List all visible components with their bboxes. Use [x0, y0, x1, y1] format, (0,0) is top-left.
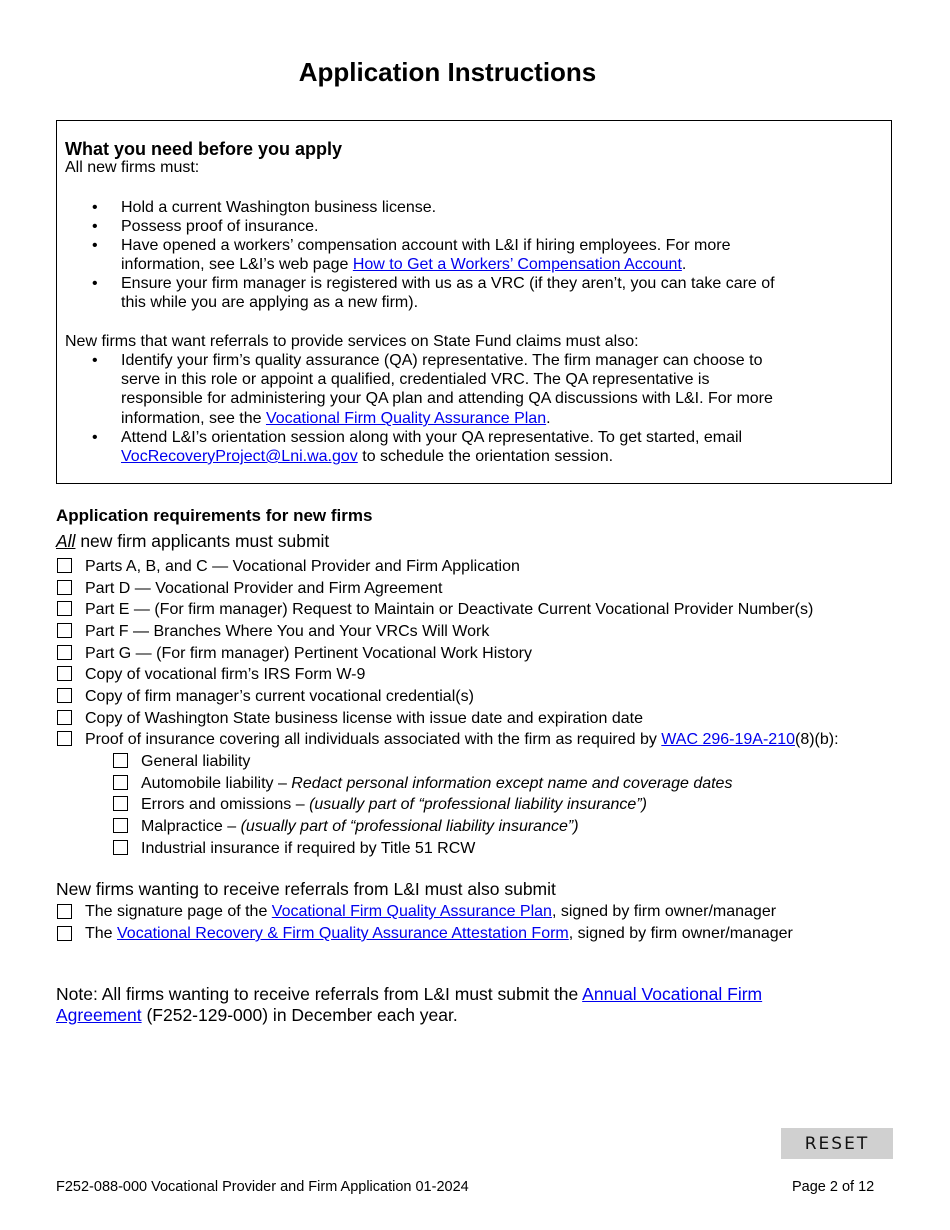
reset-button[interactable]: RESET [781, 1128, 893, 1159]
bullet-text: to schedule the orientation session. [357, 448, 614, 465]
bullet-icon: • [92, 429, 98, 446]
sub-item-line [141, 774, 732, 793]
bullet-text: Ensure your firm manager is registered with us as a VRC (if they aren’t, you can take care of [121, 275, 775, 292]
bullet-text: responsible for administering your QA plan and attending QA discussions with L&I. For more [121, 390, 773, 407]
box-intro: All new firms must: [65, 159, 200, 176]
bullet-text: . [681, 256, 687, 273]
sub-item-line [141, 795, 647, 814]
referral-item: The signature page of the [85, 903, 272, 920]
bullet-text: Possess proof of insurance. [121, 218, 319, 235]
requirement-item: Copy of vocational firm’s IRS Form W-9 [85, 666, 366, 683]
checkbox-business-license[interactable] [57, 710, 72, 725]
bullet-text: Attend L&I’s orientation session along with your QA representative. To get started, email [121, 429, 743, 446]
checkbox-malpractice[interactable] [113, 818, 128, 833]
sub-item: General liability [141, 753, 251, 770]
referral-item-line [85, 924, 793, 943]
checkbox-irs-w9[interactable] [57, 666, 72, 681]
checkbox-part-e[interactable] [57, 601, 72, 616]
bullet-text-line [121, 447, 613, 466]
bullet-icon: • [92, 199, 98, 216]
bullet-text-line [121, 255, 686, 274]
qa-plan-link-2[interactable]: Vocational Firm Quality Assurance Plan [271, 903, 552, 920]
requirements-subheading [56, 531, 329, 552]
checkbox-attestation-form[interactable] [57, 926, 72, 941]
workers-comp-account-link[interactable]: How to Get a Workers’ Compensation Account [352, 256, 682, 273]
sub-item-note: (usually part of “professional liability insurance”) [240, 818, 579, 835]
sub-item: Industrial insurance if required by Title 51 RCW [141, 840, 476, 857]
bullet-text: this while you are applying as a new firm). [121, 294, 419, 311]
requirement-item: Part E — (For firm manager) Request to Maintain or Deactivate Current Vocational Provider Number(s) [85, 601, 814, 618]
wac-link[interactable]: WAC 296-19A-210 [661, 731, 795, 748]
checkbox-part-g[interactable] [57, 645, 72, 660]
sub-item-note: Redact personal information except name and coverage dates [291, 775, 733, 792]
note-line-1 [56, 984, 762, 1005]
sub-item: Malpractice – [141, 818, 241, 835]
referral-item: , signed by firm owner/manager [551, 903, 777, 920]
bullet-icon: • [92, 218, 98, 235]
checkbox-qa-signature-page[interactable] [57, 904, 72, 919]
requirement-item: Part F — Branches Where You and Your VRCs Will Work [85, 623, 490, 640]
referral-item: The [85, 925, 118, 942]
note-line-2 [56, 1005, 458, 1026]
bullet-text: . [546, 410, 551, 427]
bullet-text-line [121, 409, 551, 428]
note-text: Note: All firms wanting to receive referrals from L&I must submit the [56, 984, 583, 1004]
footer-page-number: Page 2 of 12 [792, 1179, 875, 1195]
bullet-text: information, see L&I’s web page [121, 256, 353, 273]
box-heading: What you need before you apply [65, 139, 343, 159]
requirement-item-line [85, 730, 839, 749]
checkbox-credentials[interactable] [57, 688, 72, 703]
sub-item: Errors and omissions – [141, 796, 310, 813]
annual-agreement-link-cont[interactable]: Agreement [56, 1005, 142, 1025]
requirement-item: Part G — (For firm manager) Pertinent Vocational Work History [85, 645, 532, 662]
subheading-text: new firm applicants must submit [75, 531, 330, 551]
checkbox-general-liability[interactable] [113, 753, 128, 768]
sub-item-note: (usually part of “professional liability insurance”) [309, 796, 647, 813]
sub-item: Automobile liability – [141, 775, 292, 792]
page-title: Application Instructions [298, 57, 597, 87]
checkbox-part-d[interactable] [57, 580, 72, 595]
referral-item: , signed by firm owner/manager [568, 925, 793, 942]
voc-recovery-email-link[interactable]: VocRecoveryProject@Lni.wa.gov [121, 448, 358, 465]
checkbox-errors-omissions[interactable] [113, 796, 128, 811]
requirement-item: Copy of firm manager’s current vocational credential(s) [85, 688, 474, 705]
checkbox-parts-abc[interactable] [57, 558, 72, 573]
all-word: All [56, 531, 76, 551]
bullet-icon: • [92, 275, 98, 292]
requirement-item: Part D — Vocational Provider and Firm Agreement [85, 580, 443, 597]
bullet-text: serve in this role or appoint a qualified, credentialed VRC. The QA representative is [121, 371, 710, 388]
annual-agreement-link[interactable]: Annual Vocational Firm [582, 984, 763, 1004]
footer-form-id: F252-088-000 Vocational Provider and Firm Application 01-2024 [56, 1179, 469, 1195]
requirement-item: Copy of Washington State business license with issue date and expiration date [85, 710, 643, 727]
bullet-text: Hold a current Washington business license. [121, 199, 437, 216]
bullet-text: Have opened a workers’ compensation account with L&I if hiring employees. For more [121, 237, 731, 254]
requirement-item: Proof of insurance covering all individuals associated with the firm as required by [85, 731, 662, 748]
bullet-icon: • [92, 237, 98, 254]
referral-item-line [85, 902, 776, 921]
checkbox-proof-insurance[interactable] [57, 731, 72, 746]
checkbox-part-f[interactable] [57, 623, 72, 638]
note-text: (F252-129-000) in December each year. [141, 1005, 458, 1025]
checkbox-industrial-insurance[interactable] [113, 840, 128, 855]
requirement-item: (8)(b): [795, 731, 839, 748]
checkbox-automobile-liability[interactable] [113, 775, 128, 790]
sub-item-line [141, 817, 579, 836]
bullet-text: Identify your firm’s quality assurance (QA) representative. The firm manager can choose to [121, 352, 763, 369]
attestation-form-link[interactable]: Vocational Recovery & Firm Quality Assurance Attestation Form [117, 925, 569, 942]
qa-plan-link[interactable]: Vocational Firm Quality Assurance Plan [265, 410, 547, 427]
referrals-intro: New firms that want referrals to provide services on State Fund claims must also: [65, 333, 639, 350]
requirement-item: Parts A, B, and C — Vocational Provider and Firm Application [85, 558, 520, 575]
requirements-heading: Application requirements for new firms [56, 506, 373, 525]
referrals-heading: New firms wanting to receive referrals from L&I must also submit [56, 879, 556, 899]
bullet-icon: • [92, 352, 98, 369]
bullet-text: information, see the [121, 410, 266, 427]
